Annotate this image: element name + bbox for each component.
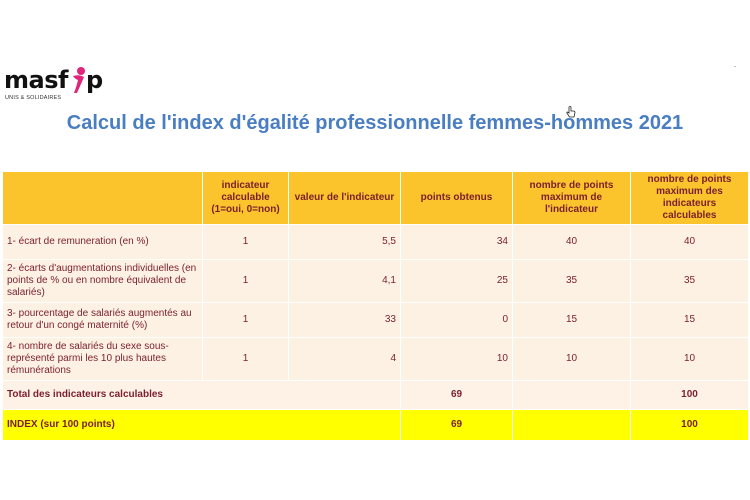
- table-row: [3, 260, 749, 303]
- total-label: Total des indicateurs calculables: [3, 381, 401, 410]
- index-points: 69: [401, 410, 513, 441]
- row-label: 4- nombre de salariés du sexe sous-représenté parmi les 10 plus hautes rémunérations: [3, 338, 203, 381]
- cell-max-indicateur: 35: [513, 260, 631, 303]
- cell-points: 34: [401, 225, 513, 260]
- logo-word-end: p: [86, 66, 104, 94]
- header-empty: [3, 172, 203, 225]
- cell-valeur: 4,1: [289, 260, 401, 303]
- row-label: 1- écart de remuneration (en %): [3, 225, 203, 260]
- logo-tagline: UNIS & SOLIDAIRES: [5, 95, 62, 101]
- header-max-calculables: nombre de points maximum des indicateurs calculables: [631, 172, 749, 225]
- cell-valeur: 33: [289, 303, 401, 338]
- index-table: [2, 171, 749, 441]
- cell-calculable: 1: [203, 225, 289, 260]
- cell-calculable: 1: [203, 260, 289, 303]
- decorative-dot: [734, 66, 736, 67]
- index-label: INDEX (sur 100 points): [3, 410, 401, 441]
- cell-max-calculables: 40: [631, 225, 749, 260]
- cell-points: 25: [401, 260, 513, 303]
- table-row: [3, 225, 749, 260]
- index-row: [3, 410, 749, 441]
- header-points-obtenus: points obtenus: [401, 172, 513, 225]
- cell-max-calculables: 15: [631, 303, 749, 338]
- cell-points: 0: [401, 303, 513, 338]
- logo-figure-icon: [71, 66, 87, 94]
- row-label: 3- pourcentage de salariés augmentés au retour d'un congé maternité (%): [3, 303, 203, 338]
- index-empty: [513, 410, 631, 441]
- table-row: [3, 338, 749, 381]
- masfip-logo: [4, 66, 114, 106]
- cell-calculable: 1: [203, 303, 289, 338]
- total-max-calculables: 100: [631, 381, 749, 410]
- index-max-calculables: 100: [631, 410, 749, 441]
- cell-valeur: 5,5: [289, 225, 401, 260]
- cell-max-indicateur: 15: [513, 303, 631, 338]
- row-label: 2- écarts d'augmentations individuelles (en points de % ou en nombre équivalent de salariés): [3, 260, 203, 303]
- total-row: [3, 381, 749, 410]
- cell-max-calculables: 35: [631, 260, 749, 303]
- header-calculable: indicateur calculable (1=oui, 0=non): [203, 172, 289, 225]
- table-row: [3, 303, 749, 338]
- table-header-row: [3, 172, 749, 225]
- total-points: 69: [401, 381, 513, 410]
- cell-max-indicateur: 40: [513, 225, 631, 260]
- page-title: Calcul de l'index d'égalité professionnelle femmes-hommes 2021: [66, 112, 684, 134]
- cell-valeur: 4: [289, 338, 401, 381]
- cell-calculable: 1: [203, 338, 289, 381]
- cell-max-indicateur: 10: [513, 338, 631, 381]
- total-empty: [513, 381, 631, 410]
- cell-max-calculables: 10: [631, 338, 749, 381]
- cell-points: 10: [401, 338, 513, 381]
- header-max-indicateur: nombre de points maximum de l'indicateur: [513, 172, 631, 225]
- header-valeur: valeur de l'indicateur: [289, 172, 401, 225]
- logo-word-start: masf: [4, 66, 68, 94]
